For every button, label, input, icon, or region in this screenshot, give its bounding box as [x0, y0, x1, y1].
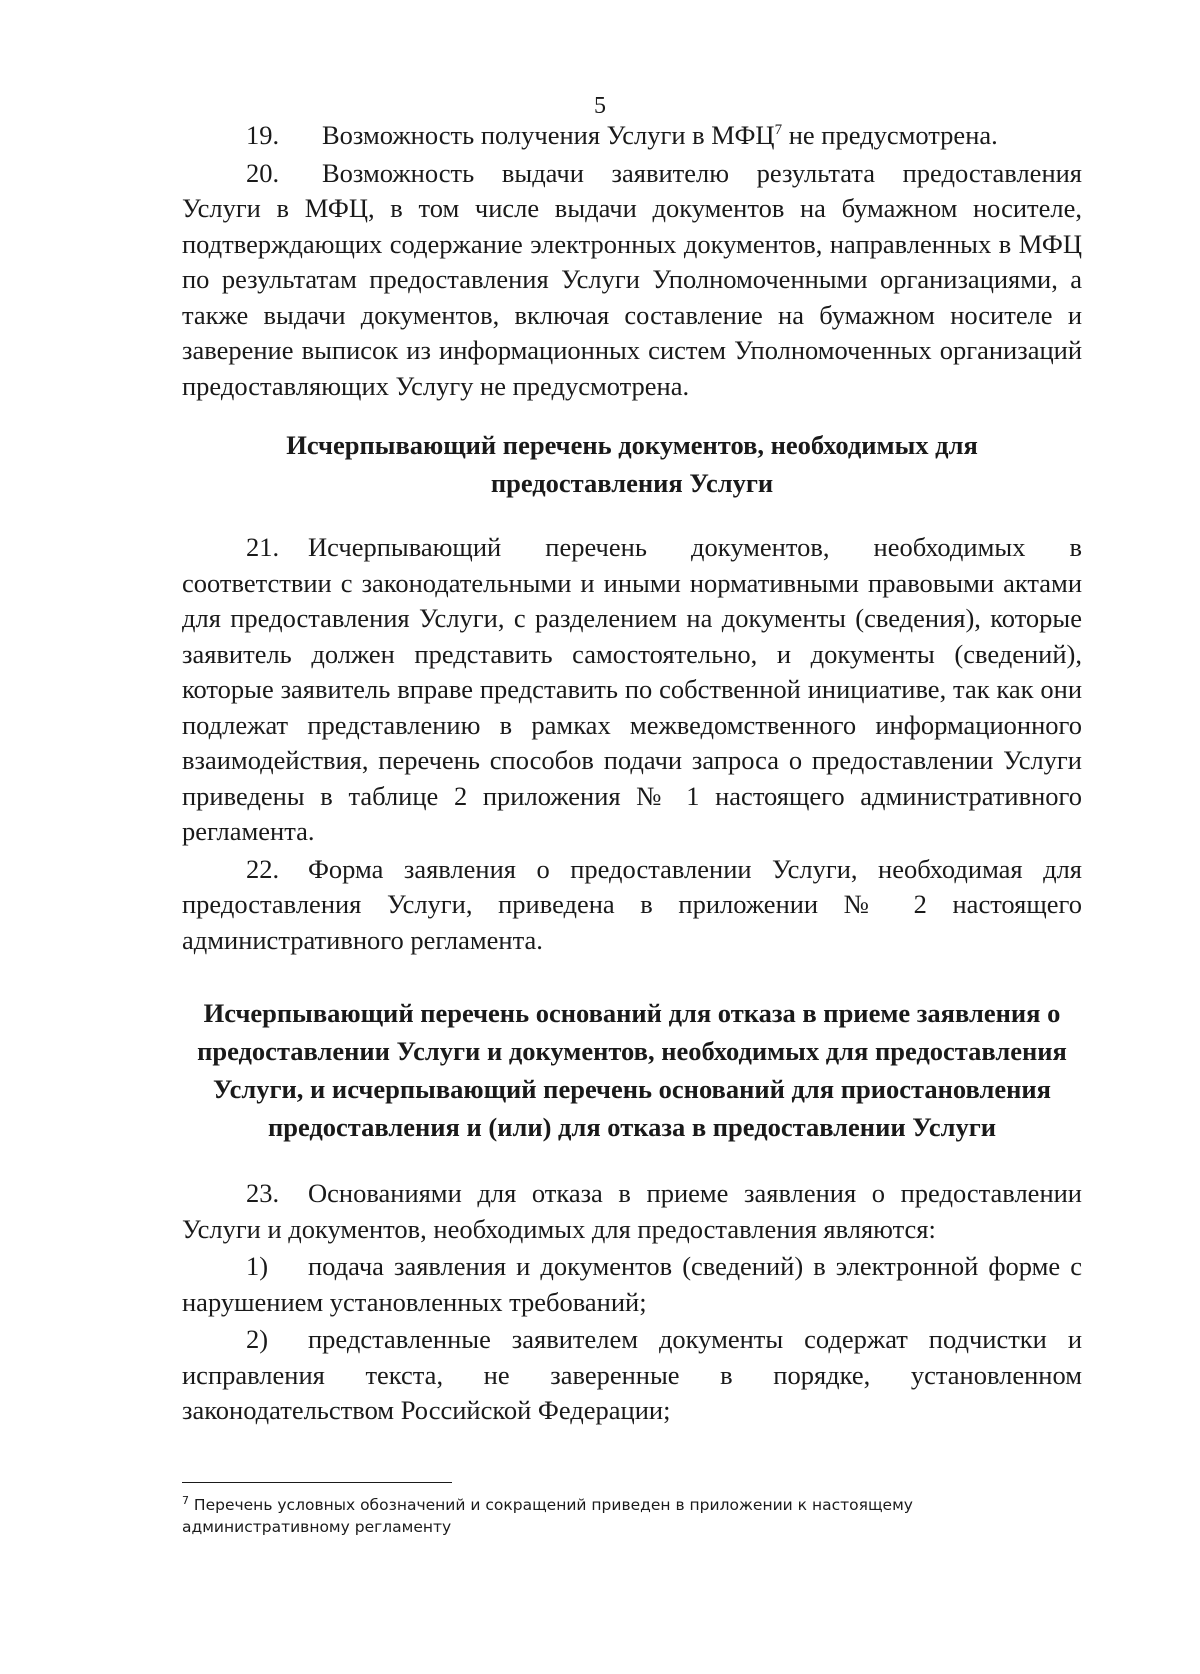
section-heading-refusal: Исчерпывающий перечень оснований для отказа в приеме заявления о предоставлении Услуги и документов, необходимых для предоставления Услуги, и исчерпывающий перечень оснований для приостановления предоставления и (или) для отказа в предоставлении Услуги — [197, 998, 1067, 1142]
list-item-23-1 — [182, 1249, 1082, 1320]
footnote-reference[interactable]: 7 — [774, 122, 783, 139]
paragraph-19 — [182, 118, 1082, 154]
page-number: 5 — [594, 93, 606, 119]
paragraph-20 — [182, 156, 1082, 405]
footnote-divider — [182, 1482, 452, 1483]
paragraph-22 — [182, 852, 1082, 959]
document-body — [182, 118, 1082, 1429]
paragraph-text: Форма заявления о предоставлении Услуги, необходимая для предоставления Услуги, приведена в приложении № 2 настоящего административного регламента. — [182, 853, 1082, 955]
paragraph-number: 21. — [246, 532, 280, 562]
list-item-number: 1) — [246, 1251, 269, 1281]
footnote-marker: 7 — [182, 1493, 189, 1507]
paragraph-number: 20. — [246, 157, 280, 188]
paragraph-number: 22. — [246, 853, 280, 884]
footnote — [182, 1494, 1082, 1538]
list-item-text: представленные заявителем документы содержат подчистки и исправления текста, не заверенные в порядке, установленном законодательством Российской Федерации; — [182, 1324, 1082, 1425]
paragraph-number: 23. — [246, 1178, 280, 1208]
paragraph-21 — [182, 530, 1082, 850]
paragraph-number: 19. — [246, 120, 280, 150]
paragraph-text: Возможность выдачи заявителю результата предоставления Услуги в МФЦ, в том числе выдачи документов на бумажном носителе, подтверждающих содержание электронных документов, направленных в МФЦ по результатам предоставления Услуги Уполномоченными организациями, а также выдачи документов, включая составление на бумажном носителе и заверение выписок из информационных систем Уполномоченных организаций предоставляющих Услугу не предусмотрена. — [182, 157, 1082, 401]
list-item-text: подача заявления и документов (сведений) в электронной форме с нарушением установленных требований; — [182, 1251, 1082, 1317]
paragraph-text: Основаниями для отказа в приеме заявления о предоставлении Услуги и документов, необходимых для предоставления являются: — [182, 1178, 1082, 1244]
list-item-23-2 — [182, 1322, 1082, 1429]
section-heading-documents: Исчерпывающий перечень документов, необходимых для предоставления Услуги — [286, 430, 978, 498]
paragraph-text: не предусмотрена. — [782, 120, 998, 150]
list-item-number: 2) — [246, 1324, 269, 1354]
paragraph-text: Возможность получения Услуги в МФЦ — [322, 120, 775, 150]
footnote-text: Перечень условных обозначений и сокращений приведен в приложении к настоящему административному регламенту — [182, 1496, 913, 1536]
paragraph-23 — [182, 1176, 1082, 1247]
paragraph-text: Исчерпывающий перечень документов, необходимых в соответствии с законодательными и иными нормативными правовыми актами для предоставления Услуги, с разделением на документы (сведения), которые заявитель должен представить самостоятельно, и документы (сведений), которые заявитель вправе представить по собственной инициативе, так как они подлежат представлению в рамках межведомственного информационного взаимодействия, перечень способов подачи запроса о предоставлении Услуги приведены в таблице 2 приложения № 1 настоящего административного регламента. — [182, 532, 1082, 846]
